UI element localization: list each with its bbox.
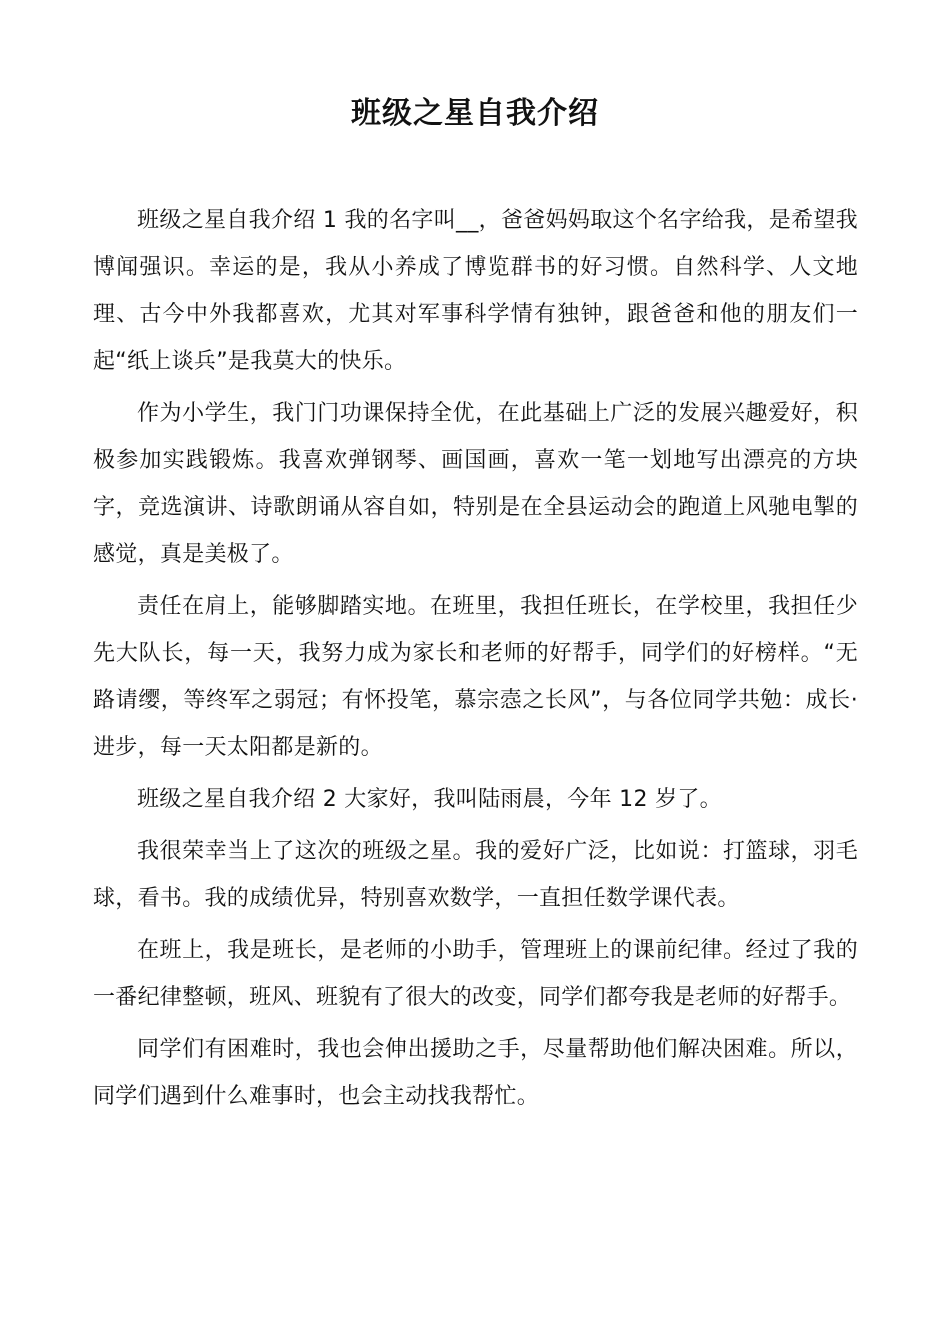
paragraph-5: 我很荣幸当上了这次的班级之星。我的爱好广泛，比如说：打篮球，羽毛球，看书。我的成绩优异，特别喜欢数学，一直担任数学课代表。	[93, 839, 858, 911]
paragraph-3: 责任在肩上，能够脚踏实地。在班里，我担任班长，在学校里，我担任少先大队长，每一天，我努力成为家长和老师的好帮手，同学们的好榜样。“无路请缨，等终军之弱冠；有怀投笔，慕宗悫之长风”，与各位同学共勉：成长·进步，每一天太阳都是新的。	[93, 594, 858, 760]
document-body	[93, 197, 858, 1125]
paragraph-7: 同学们有困难时，我也会伸出援助之手，尽量帮助他们解决困难。所以，同学们遇到什么难事时，也会主动找我帮忙。	[93, 1037, 858, 1109]
paragraph-6: 在班上，我是班长，是老师的小助手，管理班上的课前纪律。经过了我的一番纪律整顿，班风、班貌有了很大的改变，同学们都夸我是老师的好帮手。	[93, 938, 858, 1010]
paragraph-1: 班级之星自我介绍 1 我的名字叫__，爸爸妈妈取这个名字给我，是希望我博闻强识。幸运的是，我从小养成了博览群书的好习惯。自然科学、人文地理、古今中外我都喜欢，尤其对军事科学情有独钟，跟爸爸和他的朋友们一起“纸上谈兵”是我莫大的快乐。	[93, 208, 858, 374]
paragraph-2: 作为小学生，我门门功课保持全优，在此基础上广泛的发展兴趣爱好，积极参加实践锻炼。我喜欢弹钢琴、画国画，喜欢一笔一划地写出漂亮的方块字，竞选演讲、诗歌朗诵从容自如，特别是在全县运动会的跑道上风驰电掣的感觉，真是美极了。	[93, 401, 858, 567]
paragraph-4: 班级之星自我介绍 2 大家好，我叫陆雨晨，今年 12 岁了。	[137, 787, 722, 812]
document-title: 班级之星自我介绍	[351, 96, 599, 131]
